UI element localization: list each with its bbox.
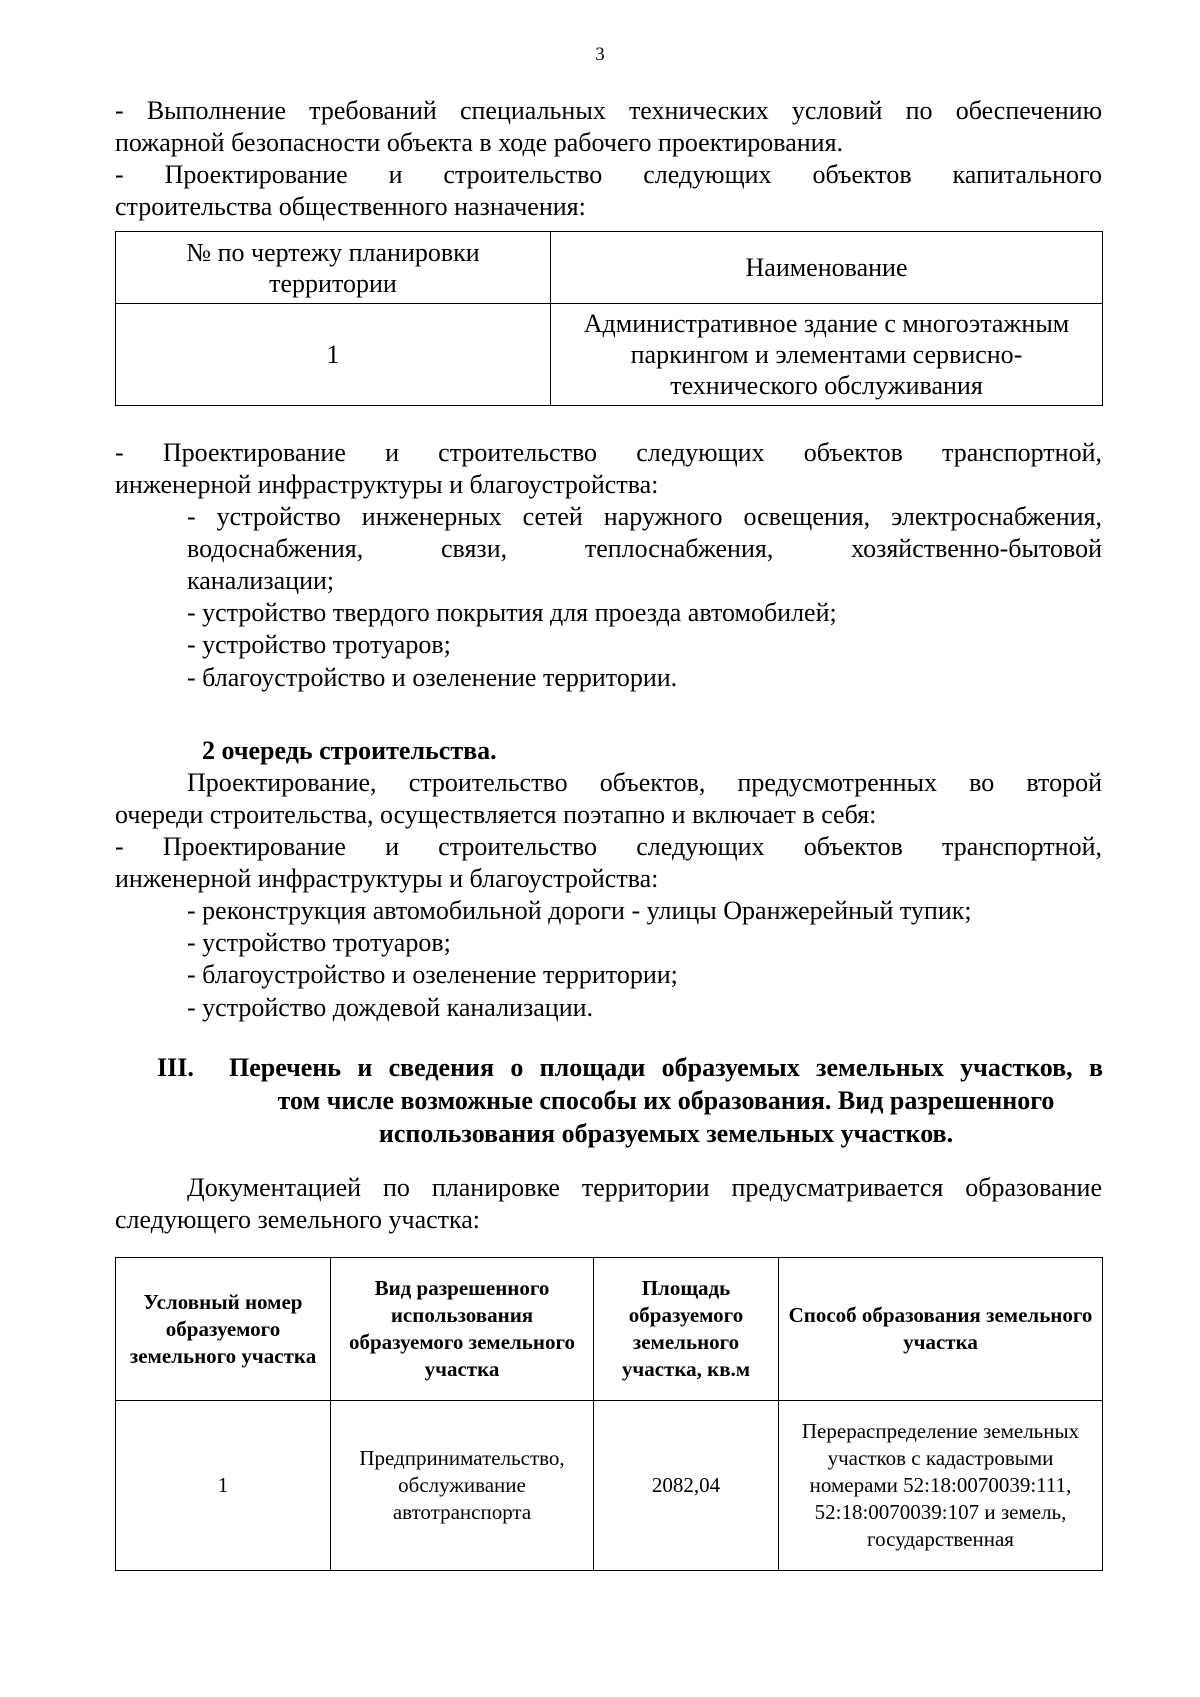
- stage1-infra-paragraph: [115, 437, 1102, 501]
- list-item: - реконструкция автомобильной дороги - улицы Оранжерейный тупик;: [187, 896, 972, 925]
- table-header-cell: Способ образования земельного участка: [779, 1258, 1103, 1401]
- stage2-paragraph-2: [115, 831, 1102, 895]
- objects-table: [115, 231, 1103, 406]
- list-item: [187, 501, 1102, 597]
- list-item: - устройство дождевой канализации.: [187, 993, 594, 1022]
- table-header-cell: Вид разрешенного использования образуемого земельного участка: [331, 1258, 594, 1401]
- table-cell: 1: [116, 1401, 331, 1571]
- text-line: - Проектирование и строительство следующих объектов капитального: [115, 160, 1102, 189]
- list-item: - благоустройство и озеленение территории.: [187, 663, 678, 692]
- text-line: - Проектирование и строительство следующих объектов транспортной,: [115, 832, 1102, 861]
- text-line: - Выполнение требований специальных технических условий по обеспечению: [115, 96, 1102, 125]
- stage2-title: 2 очередь строительства.: [202, 736, 497, 765]
- land-plots-table: [115, 1257, 1103, 1571]
- text-line: Проектирование, строительство объектов, предусмотренных во второй: [187, 768, 1102, 797]
- table-header-cell: Условный номер образуемого земельного участка: [116, 1258, 331, 1401]
- text-line: Документацией по планировке территории предусматривается образование: [187, 1173, 1102, 1202]
- table-cell: Предпринимательство, обслуживание автотранспорта: [331, 1401, 594, 1571]
- page-number: 3: [595, 44, 605, 65]
- table-row: [116, 304, 1103, 406]
- section-title-line: использования образуемых земельных участков.: [378, 1119, 954, 1148]
- section-title-line: Перечень и сведения о площади образуемых земельных участков, в: [229, 1053, 1103, 1082]
- text-line: строительства общественного назначения:: [115, 192, 586, 221]
- section-title-line: том числе возможные способы их образования. Вид разрешенного: [277, 1086, 1055, 1115]
- stage2-paragraph-1: [115, 767, 1102, 831]
- text-line: очереди строительства, осуществляется поэтапно и включает в себя:: [115, 800, 877, 829]
- list-item: - устройство тротуаров;: [187, 928, 451, 957]
- text-line: водоснабжения, связи, теплоснабжения, хозяйственно-бытовой: [187, 534, 1102, 563]
- text-line: - устройство инженерных сетей наружного освещения, электроснабжения,: [187, 502, 1102, 531]
- table-header-cell: № по чертежу планировки территории: [116, 232, 551, 304]
- table-cell: 2082,04: [594, 1401, 779, 1571]
- table-header-row: [116, 232, 1103, 304]
- list-item: - благоустройство и озеленение территории;: [187, 960, 678, 989]
- section3-paragraph: [115, 1172, 1102, 1236]
- text-line: канализации;: [187, 566, 335, 595]
- intro-paragraph-2: [115, 159, 1102, 223]
- list-item: - устройство твердого покрытия для проезда автомобилей;: [187, 598, 837, 627]
- table-row: [116, 1401, 1103, 1571]
- table-cell: 1: [116, 304, 551, 406]
- section-numeral: III.: [157, 1053, 194, 1082]
- text-line: следующего земельного участка:: [115, 1205, 481, 1234]
- text-line: инженерной инфраструктуры и благоустройства:: [115, 470, 659, 499]
- table-header-cell: Наименование: [551, 232, 1103, 304]
- text-line: пожарной безопасности объекта в ходе рабочего проектирования.: [115, 128, 844, 157]
- table-cell: Перераспределение земельных участков с кадастровыми номерами 52:18:0070039:111, 52:18:0070039:107 и земель, государственная: [779, 1401, 1103, 1571]
- intro-paragraph-1: [115, 95, 1102, 159]
- table-cell: Административное здание с многоэтажным паркингом и элементами сервисно-технического обслуживания: [551, 304, 1103, 406]
- text-line: - Проектирование и строительство следующих объектов транспортной,: [115, 438, 1102, 467]
- text-line: инженерной инфраструктуры и благоустройства:: [115, 864, 659, 893]
- table-header-cell: Площадь образуемого земельного участка, кв.м: [594, 1258, 779, 1401]
- list-item: - устройство тротуаров;: [187, 630, 451, 659]
- table-header-row: [116, 1258, 1103, 1401]
